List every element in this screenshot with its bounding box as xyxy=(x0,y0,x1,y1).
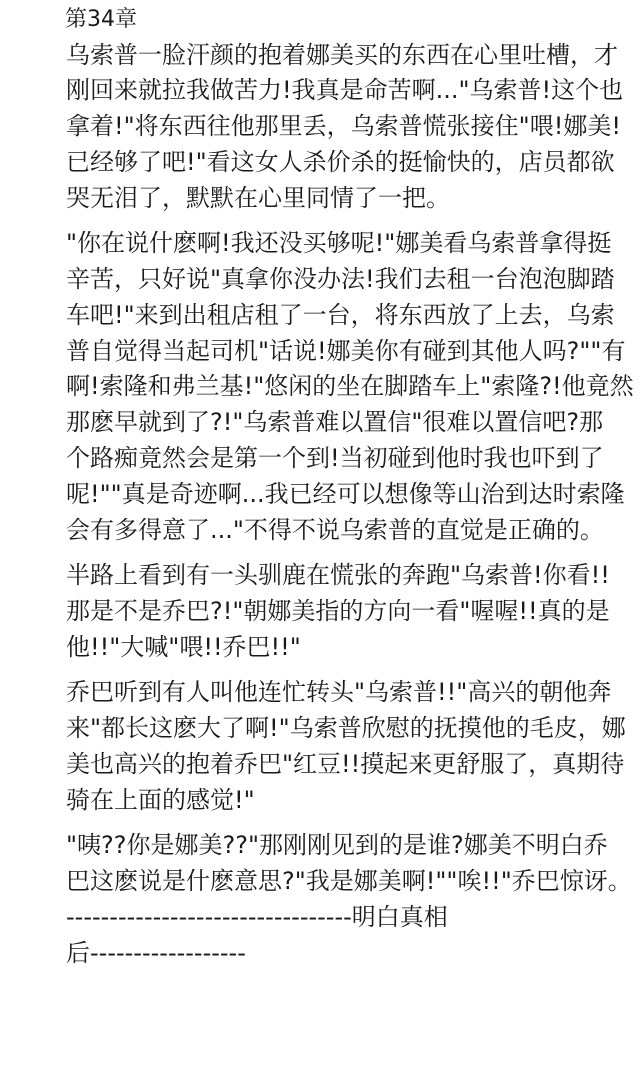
text-line: 他!!"大喊"喂!!乔巴!!" xyxy=(66,633,301,661)
text-line: 骑在上面的感觉!" xyxy=(66,786,255,814)
text-line: 那是不是乔巴?!"朝娜美指的方向一看"喔喔!!真的是 xyxy=(66,597,610,625)
text-line: 啊!索隆和弗兰基!"悠闲的坐在脚踏车上"索隆?!他竟然 xyxy=(66,372,634,400)
text-line: 哭无泪了，默默在心里同情了一把。 xyxy=(66,184,450,212)
text-line: 普自觉得当起司机"话说!娜美你有碰到其他人吗?""有 xyxy=(66,337,626,365)
chapter-title: 第34章 xyxy=(65,7,137,32)
text-line: 来"都长这麽大了啊!"乌索普欣慰的抚摸他的毛皮，娜 xyxy=(66,714,626,742)
text-line: 辛苦，只好说"真拿你没办法!我们去租一台泡泡脚踏 xyxy=(66,265,615,293)
text-line: 呢!""真是奇迹啊...我已经可以想像等山治到达时索隆 xyxy=(66,480,625,508)
text-line: "咦??你是娜美??"那刚刚见到的是谁?娜美不明白乔 xyxy=(66,831,608,859)
text-line: 那麽早就到了?!"乌索普难以置信"很难以置信吧?那 xyxy=(66,408,604,436)
divider-line: ---------------------------------明白真相 xyxy=(66,903,448,931)
text-line: 已经够了吧!"看这女人杀价杀的挺愉快的，店员都欲 xyxy=(66,148,615,176)
text-line: 乌索普一脸汗颜的抱着娜美买的东西在心里吐槽，才 xyxy=(66,41,618,69)
text-line: 刚回来就拉我做苦力!我真是命苦啊..."乌索普!这个也 xyxy=(66,76,624,104)
text-line: 美也高兴的抱着乔巴"红豆!!摸起来更舒服了，真期待 xyxy=(66,750,625,778)
text-line: 巴这麽说是什麽意思?"我是娜美啊!""唉!!"乔巴惊讶。 xyxy=(66,867,632,895)
text-line: 车吧!"来到出租店租了一台，将东西放了上去，乌索 xyxy=(66,301,615,329)
text-line: "你在说什麽啊!我还没买够呢!"娜美看乌索普拿得挺 xyxy=(66,229,612,257)
text-line: 半路上看到有一头驯鹿在慌张的奔跑"乌索普!你看!! xyxy=(66,561,610,589)
divider-line: 后------------------ xyxy=(66,939,246,967)
text-line: 会有多得意了..."不得不说乌索普的直觉是正确的。 xyxy=(66,516,604,544)
text-line: 乔巴听到有人叫他连忙转头"乌索普!!"高兴的朝他奔 xyxy=(66,678,612,706)
text-line: 拿着!"将东西往他那里丢，乌索普慌张接住"喂!娜美! xyxy=(66,112,621,140)
text-line: 个路痴竟然会是第一个到!当初碰到他时我也吓到了 xyxy=(66,444,604,472)
